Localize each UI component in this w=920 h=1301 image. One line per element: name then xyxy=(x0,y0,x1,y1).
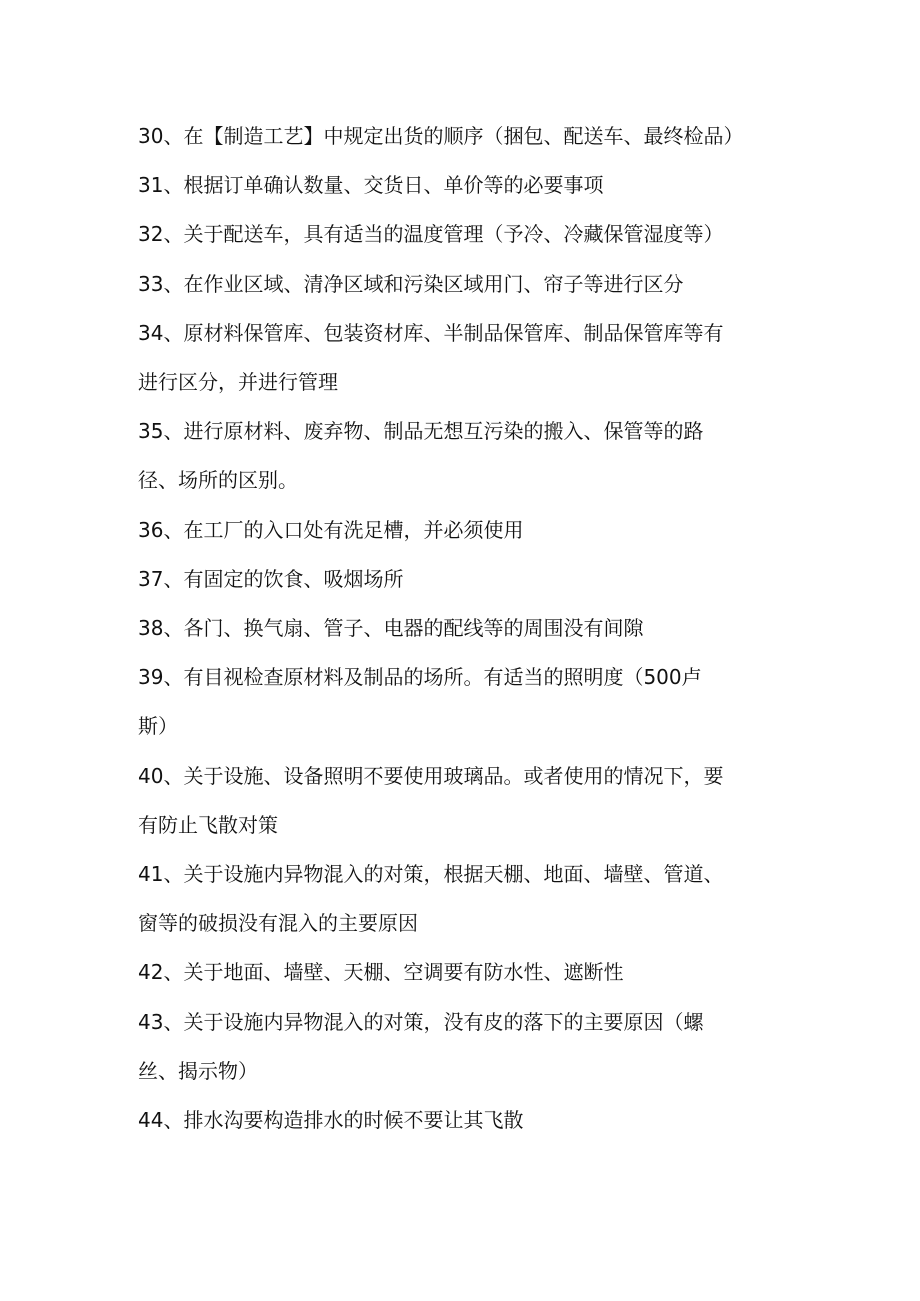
text-line: 丝、揭示物） xyxy=(138,1058,258,1083)
text-line: 39、有目视检查原材料及制品的场所。有适当的照明度（500卢 xyxy=(138,665,702,690)
text-line: 38、各门、换气扇、管子、电器的配线等的周围没有间隙 xyxy=(138,616,644,641)
text-line: 42、关于地面、墙壁、天棚、空调要有防水性、遮断性 xyxy=(138,960,624,985)
text-line: 35、进行原材料、废弃物、制品无想互污染的搬入、保管等的路 xyxy=(138,419,704,444)
text-line: 径、场所的区别。 xyxy=(138,468,298,493)
document-body xyxy=(138,112,798,1145)
text-line: 进行区分，并进行管理 xyxy=(138,370,338,395)
text-line: 40、关于设施、设备照明不要使用玻璃品。或者使用的情况下，要 xyxy=(138,763,724,788)
text-line: 33、在作业区域、清净区域和污染区域用门、帘子等进行区分 xyxy=(138,271,684,296)
text-line: 窗等的破损没有混入的主要原因 xyxy=(138,911,418,936)
text-line: 43、关于设施内异物混入的对策，没有皮的落下的主要原因（螺 xyxy=(138,1009,704,1034)
text-line: 有防止飞散对策 xyxy=(138,812,278,837)
text-line: 斯） xyxy=(138,714,178,739)
text-line: 37、有固定的饮食、吸烟场所 xyxy=(138,566,404,591)
text-line: 31、根据订单确认数量、交货日、单价等的必要事项 xyxy=(138,173,604,198)
text-line: 30、在【制造工艺】中规定出货的顺序（捆包、配送车、最终检品） xyxy=(138,124,744,148)
text-line: 32、关于配送车，具有适当的温度管理（予冷、冷藏保管湿度等） xyxy=(138,222,724,247)
text-line: 44、排水沟要构造排水的时候不要让其飞散 xyxy=(138,1108,524,1133)
text-line: 34、原材料保管库、包装资材库、半制品保管库、制品保管库等有 xyxy=(138,320,724,345)
text-line: 41、关于设施内异物混入的对策，根据天棚、地面、墙壁、管道、 xyxy=(138,862,724,887)
text-line: 36、在工厂的入口处有洗足槽，并必须使用 xyxy=(138,517,524,542)
